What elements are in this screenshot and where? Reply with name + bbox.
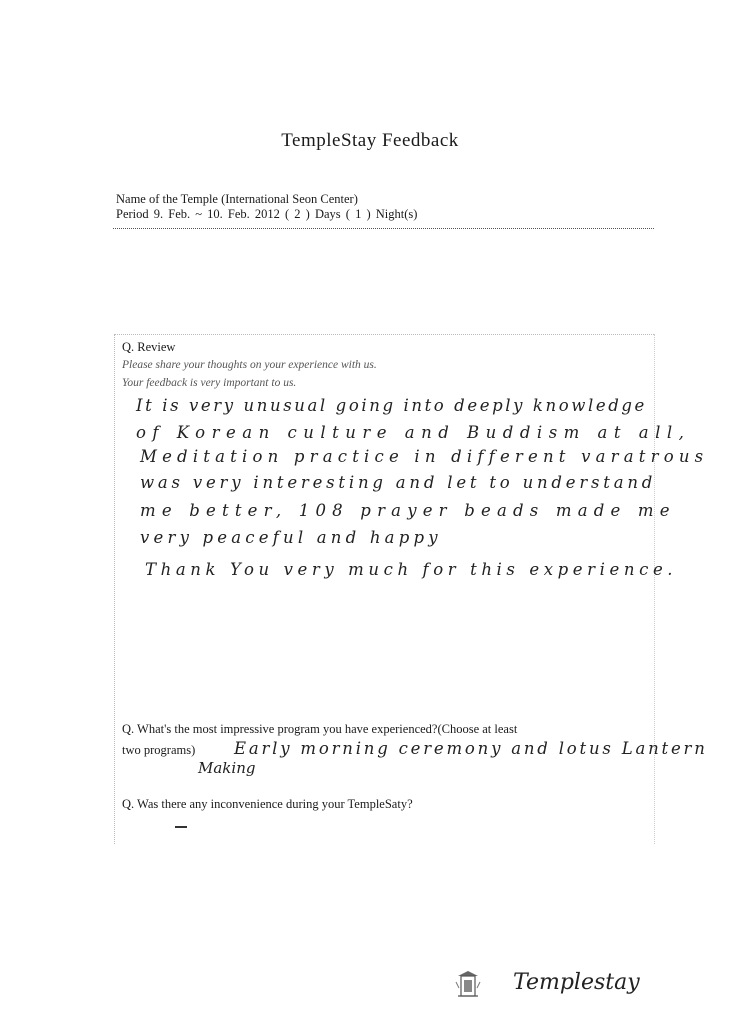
impressive-question-line-2: two programs) bbox=[122, 743, 196, 757]
header-divider bbox=[113, 228, 654, 229]
period-line: Period 9. Feb. ~ 10. Feb. 2012 ( 2 ) Days ( 1 ) Night(s) bbox=[116, 207, 418, 221]
temple-name-line: Name of the Temple (International Seon Center) bbox=[116, 192, 358, 206]
review-box-left-border bbox=[114, 334, 115, 844]
review-prompt-1: Please share your thoughts on your experience with us. bbox=[122, 359, 377, 371]
inconvenience-question: Q. Was there any inconvenience during your TempleSaty? bbox=[122, 797, 413, 811]
review-answer-line-5: me better, 108 prayer beads made me bbox=[140, 501, 676, 520]
review-answer-line-1: It is very unusual going into deeply knowledge bbox=[136, 396, 647, 415]
review-answer-line-3: Meditation practice in different varatrous bbox=[140, 447, 709, 466]
review-question: Q. Review bbox=[122, 340, 176, 354]
impressive-answer-1: Early morning ceremony and lotus Lantern bbox=[234, 739, 708, 758]
templestay-signature: Templestay bbox=[513, 970, 640, 995]
review-answer-line-2: of Korean culture and Buddism at all, bbox=[136, 423, 691, 442]
review-answer-line-4: was very interesting and let to understand bbox=[140, 473, 657, 492]
inconvenience-answer-dash bbox=[175, 826, 187, 828]
page-title: TempleStay Feedback bbox=[281, 130, 459, 151]
templestay-logo-icon bbox=[455, 968, 481, 1000]
impressive-answer-2: Making bbox=[198, 759, 256, 777]
review-box-top-border bbox=[114, 334, 654, 335]
review-answer-line-6: very peaceful and happy bbox=[140, 528, 442, 547]
review-box-right-border bbox=[654, 334, 655, 844]
review-prompt-2: Your feedback is very important to us. bbox=[122, 377, 297, 389]
impressive-question-line-1: Q. What's the most impressive program you have experienced?(Choose at least bbox=[122, 722, 518, 736]
review-answer-line-7: Thank You very much for this experience. bbox=[145, 560, 678, 579]
